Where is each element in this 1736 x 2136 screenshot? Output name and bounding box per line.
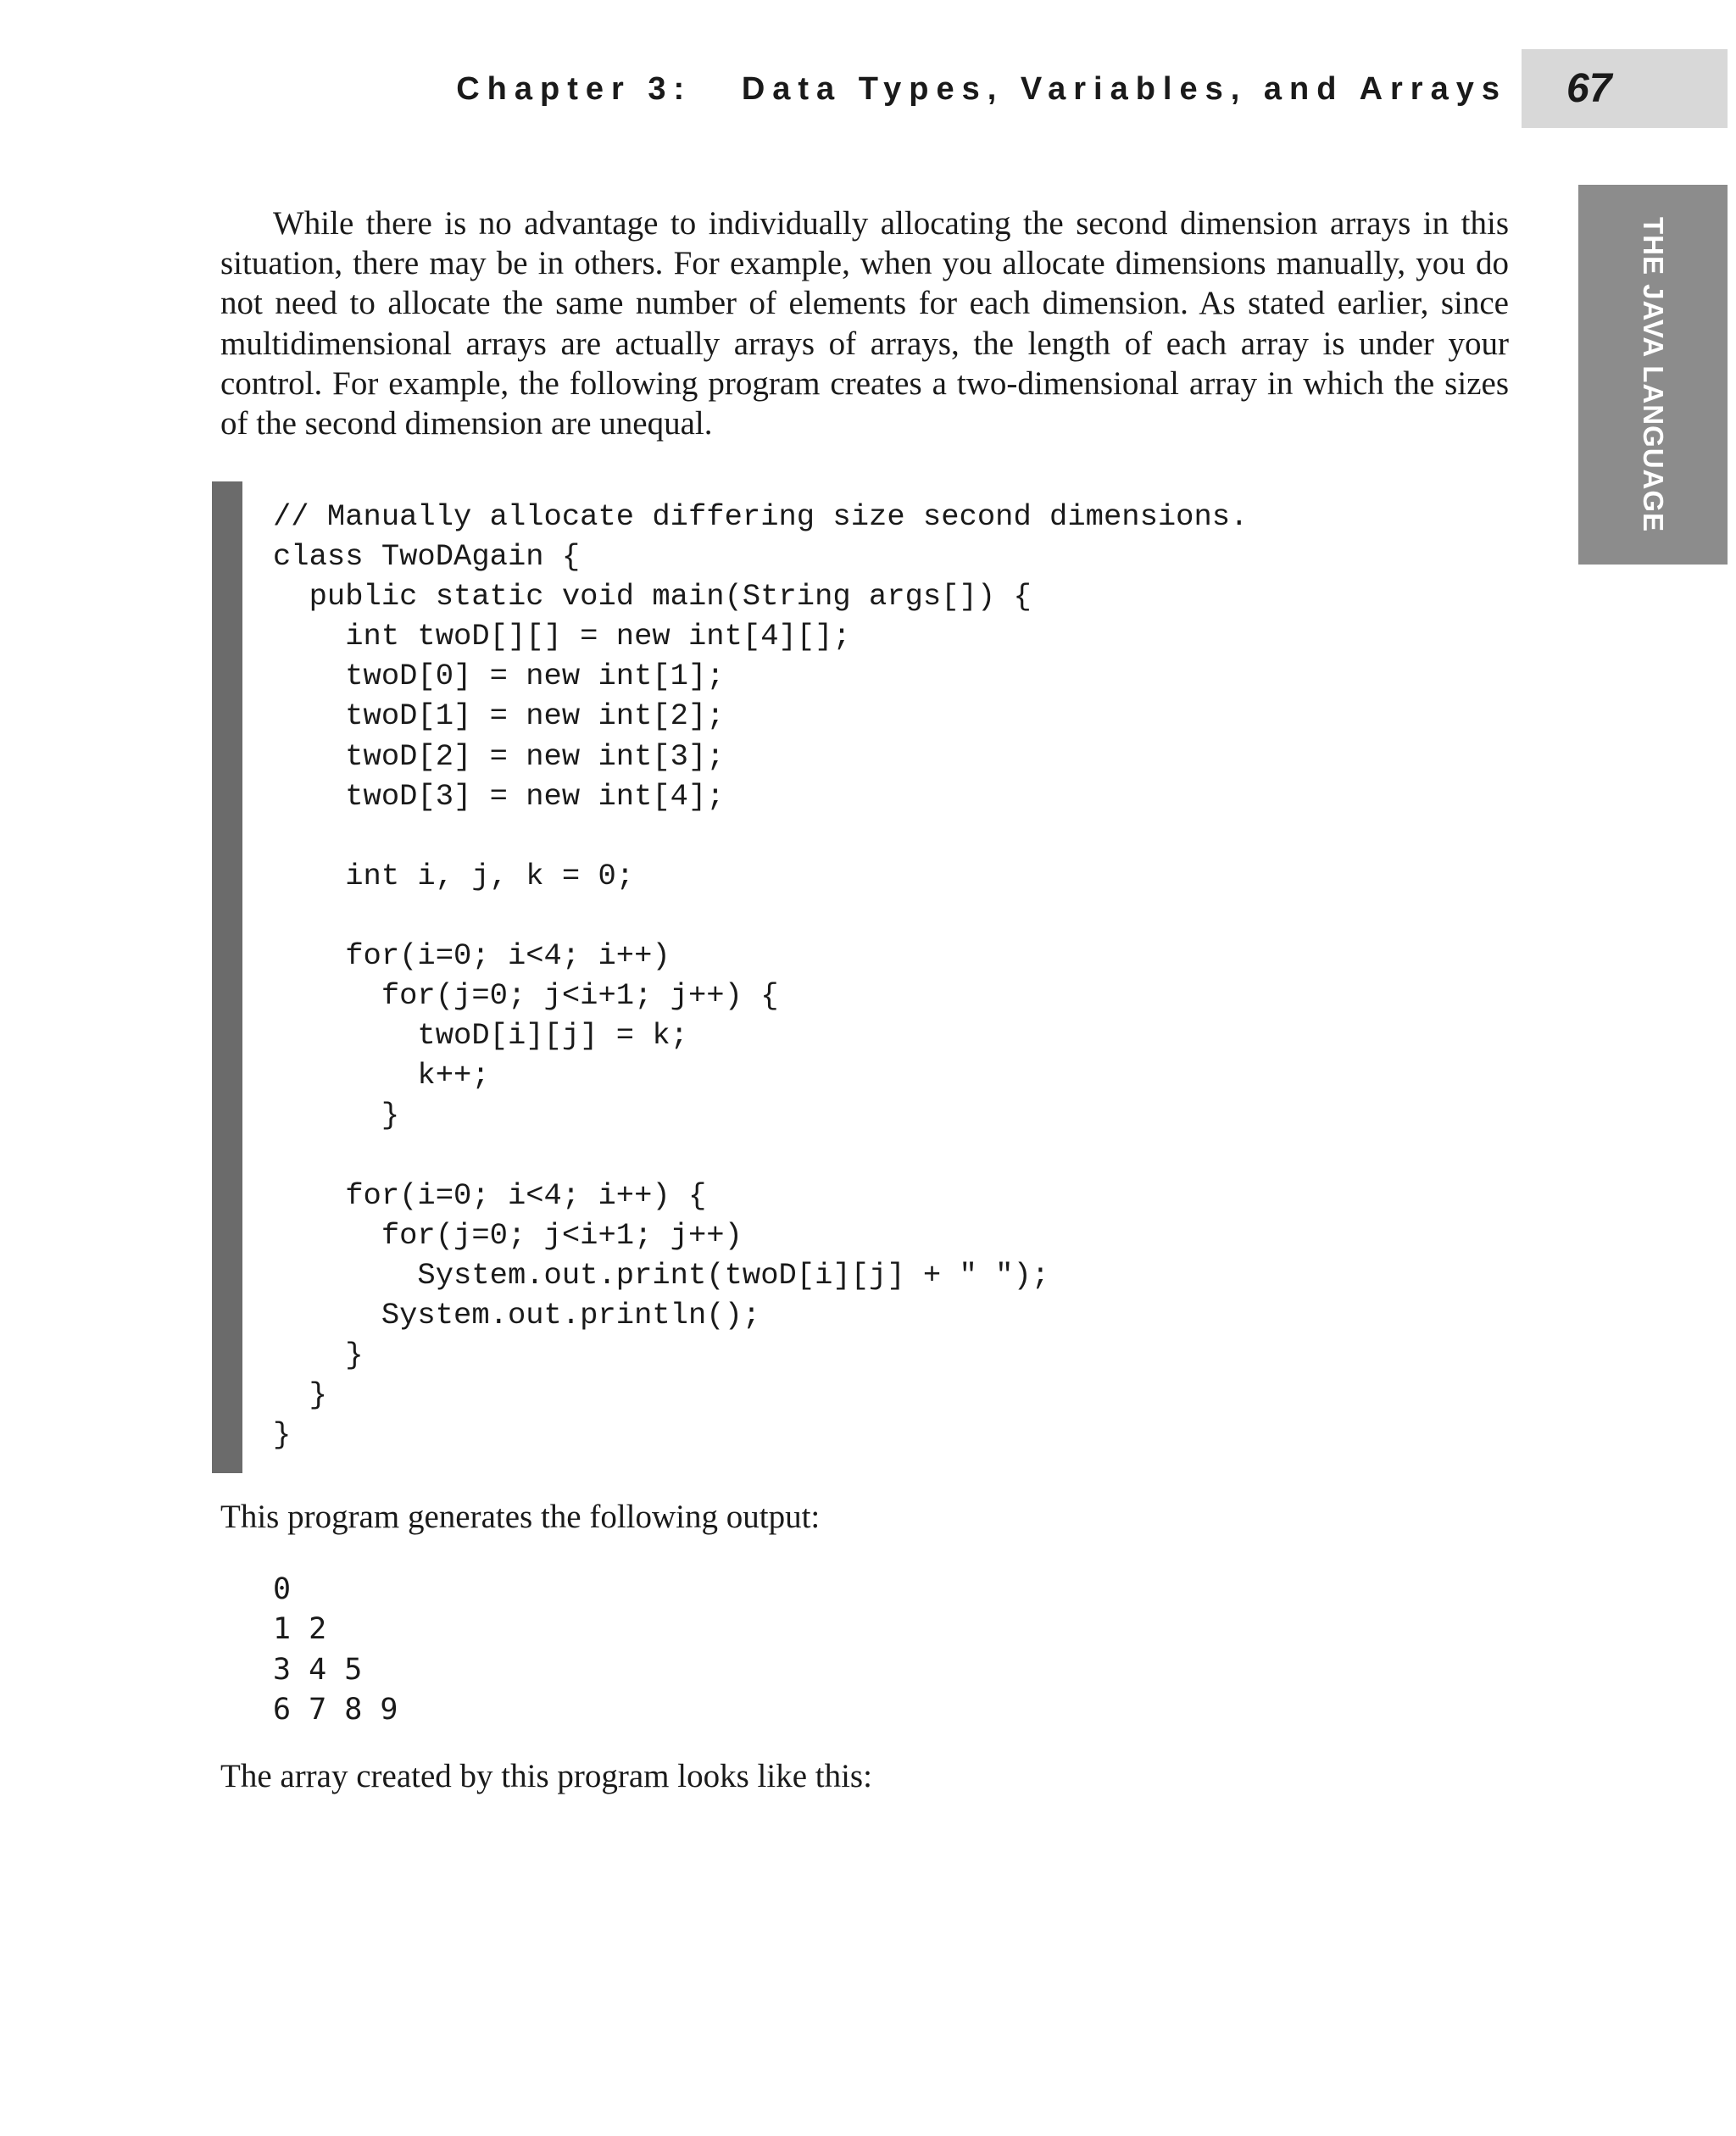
- program-output: 0 1 2 3 4 5 6 7 8 9: [273, 1572, 398, 1727]
- page-number-box: [1522, 49, 1728, 128]
- side-tab-label: THE JAVA LANGUAGE: [1638, 216, 1669, 533]
- array-intro-text: The array created by this program looks like this:: [220, 1758, 872, 1794]
- intro-paragraph: While there is no advantage to individually allocating the second dimension arrays in this situation, there may be in others. For example, when you allocate dimensions manually, you do not need to allocate the same number of elements for each dimension. As stated earlier, since multidimensional arrays are actually arrays of arrays, the length of each array is under your control. For example, the following program creates a two-dimensional array in which the sizes of the second dimension are unequal.: [220, 205, 1509, 442]
- code-listing: // Manually allocate differing size second dimensions. class TwoDAgain { public static void main(String args[]) { int twoD[][] = new int[4][]; twoD[0] = new int[1]; twoD[1] = new int[2]; twoD[2] = new int[3]; twoD[3] = new int[4]; int i, j, k = 0; for(i=0; i<4; i++) for(j=0; j<i+1; j++) { twoD[i][j] = k; k++; } for(i=0; i<4; i++) { for(j=0; j<i+1; j++) System.out.print(twoD[i][j] + " "); System.out.println(); } } }: [273, 499, 1249, 1453]
- code-listing-bar: [212, 481, 242, 1473]
- output-intro-text: This program generates the following output:: [220, 1499, 821, 1535]
- running-header: Chapter 3: Data Types, Variables, and Arrays: [456, 71, 1507, 107]
- page-number: 67: [1566, 66, 1612, 111]
